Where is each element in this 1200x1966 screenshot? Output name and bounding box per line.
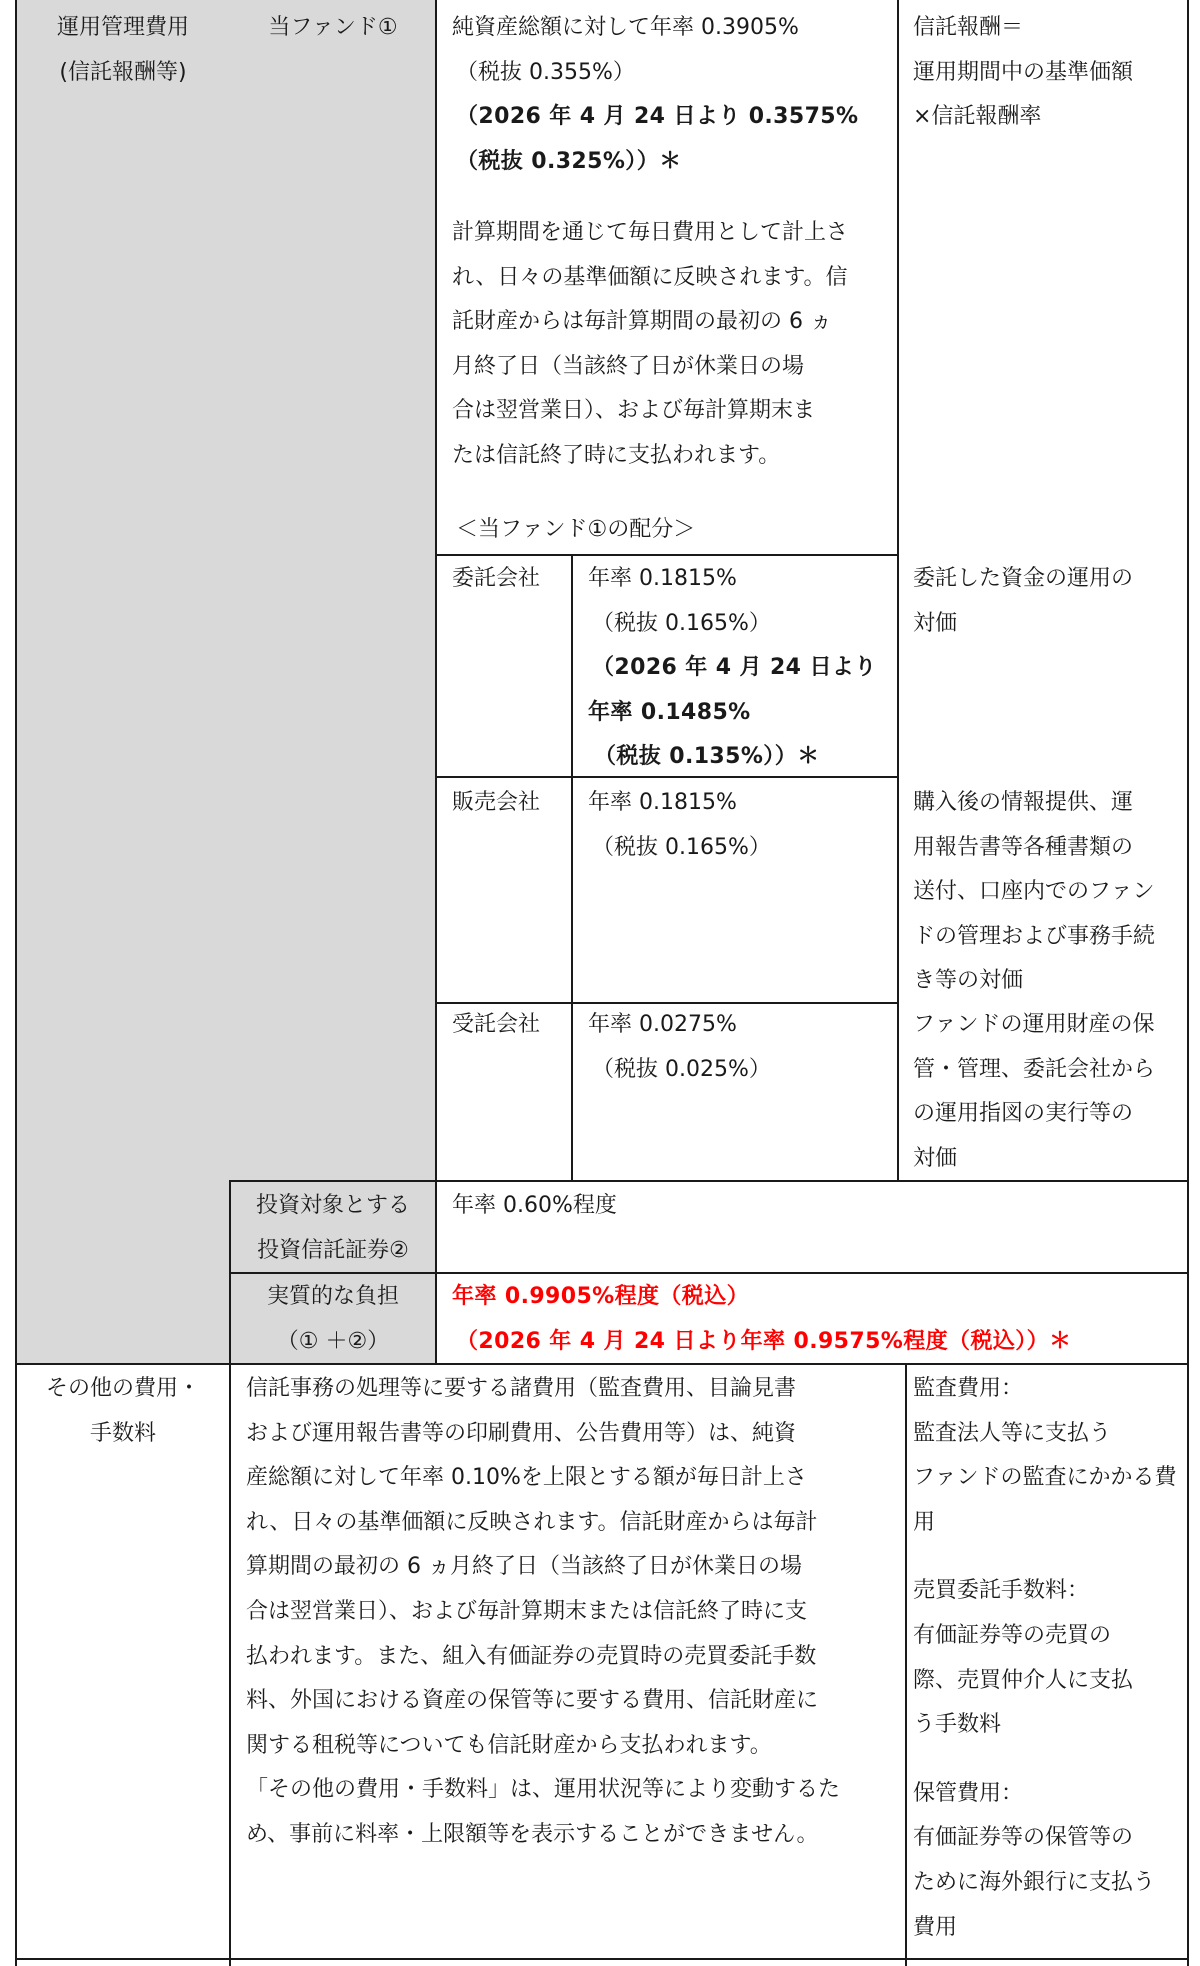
breakdown-rate-trustee: 年率 0.0275% （税抜 0.025%） xyxy=(588,1012,771,1082)
breakdown-party-trustee: 受託会社 xyxy=(452,1012,541,1037)
other-fee-notes: 監査費用： 監査法人等に支払う ファンドの監査にかかる費 用 売買委託手数料： 有価証券等の売買の 際、売買仲介人に支払 う手数料 保管費用： 有価証券等の保管等の ために海外銀行に支払う 費用 xyxy=(913,1367,1185,1950)
other-fee-description: 信託事務の処理等に要する諸費用（監査費用、目論見書 および運用報告書等の印刷費用、公告費用等）は、純資 産総額に対して年率 0.10%を上限とする額が毎日計上さ れ、日々の基準価額に反映されます。信託財産からは毎計 算期間の最初の 6 ヵ月終了日（当該終了日が休業日の場 合は翌営業日）、および毎計算期末または信託終了時に支 払われます。また、組入有価証券の売買時の売買委託手数 料、外国における資産の保管等に要する費用、信託財産に 関する租税等についても信託財産から支払われます。 「その他の費用・手数料」は、運用状況等により変動するた め、事前に料率・上限額等を表示することができません。 xyxy=(246,1376,841,1847)
invest-target-label: 投資対象とする 投資信託証券② xyxy=(255,1193,410,1263)
real-burden-label: 実質的な負担 （① ＋②） xyxy=(266,1284,399,1354)
breakdown-party-distributor: 販売会社 xyxy=(452,790,541,815)
breakdown-desc-trustor: 委託した資金の運用の 対価 xyxy=(913,566,1134,636)
rule-left xyxy=(15,0,17,1966)
rule-breakdown-top xyxy=(435,554,898,556)
fund-label: 当ファンド① xyxy=(268,15,398,40)
breakdown-rate-distributor: 年率 0.1815% （税抜 0.165%） xyxy=(588,790,771,860)
other-fee-label: その他の費用・ 手数料 xyxy=(45,1376,200,1446)
fund-fee-description: 計算期間を通じて毎日費用として計上さ れ、日々の基準価額に反映されます。信 託財産からは毎計算期間の最初の 6 ヵ 月終了日（当該終了日が休業日の場 合は翌営業日）、および毎計算期末ま たは信託終了時に支払われます。 xyxy=(452,220,849,468)
rule-col2 xyxy=(435,0,437,1363)
breakdown-desc-trustee: ファンドの運用財産の保 管・管理、委託会社から の運用指図の実行等の 対価 xyxy=(913,1012,1156,1171)
allocation-title: ＜当ファンド①の配分＞ xyxy=(456,517,696,542)
rule-col3 xyxy=(571,554,573,1180)
breakdown-rate-trustor: 年率 0.1815% （税抜 0.165%） （2026 年 4 月 24 日より 年率 0.1485% （税抜 0.135%））＊ xyxy=(588,566,877,770)
custody-fee-title: 保管費用： xyxy=(913,1780,1024,1806)
rule-col4b xyxy=(905,1363,907,1966)
rule-right xyxy=(1187,0,1189,1966)
mgmt-label-bg xyxy=(16,0,230,1363)
brokerage-fee-title: 売買委託手数料： xyxy=(913,1578,1090,1604)
real-burden-value: 年率 0.9905%程度（税込） （2026 年 4 月 24 日より年率 0.9575%程度（税込））＊ xyxy=(452,1284,1072,1354)
fee-formula: 信託報酬＝ 運用期間中の基準価額 ×信託報酬率 xyxy=(913,15,1134,130)
audit-fee-title: 監査費用： xyxy=(913,1376,1024,1401)
breakdown-party-trustor: 委託会社 xyxy=(452,566,541,591)
invest-target-value: 年率 0.60%程度 xyxy=(452,1193,617,1218)
mgmt-fee-label: 運用管理費用 (信託報酬等) xyxy=(56,15,189,85)
breakdown-desc-distributor: 購入後の情報提供、運 用報告書等各種書類の 送付、口座内でのファン ドの管理および事務手続 き等の対価 xyxy=(913,790,1156,994)
rule-bottom xyxy=(15,1958,1188,1960)
fund-label-bg xyxy=(230,0,436,1180)
fund-fee-rate: 純資産総額に対して年率 0.3905% （税抜 0.355%） （2026 年 4 月 24 日より 0.3575% （税抜 0.325%））＊ xyxy=(452,15,859,174)
